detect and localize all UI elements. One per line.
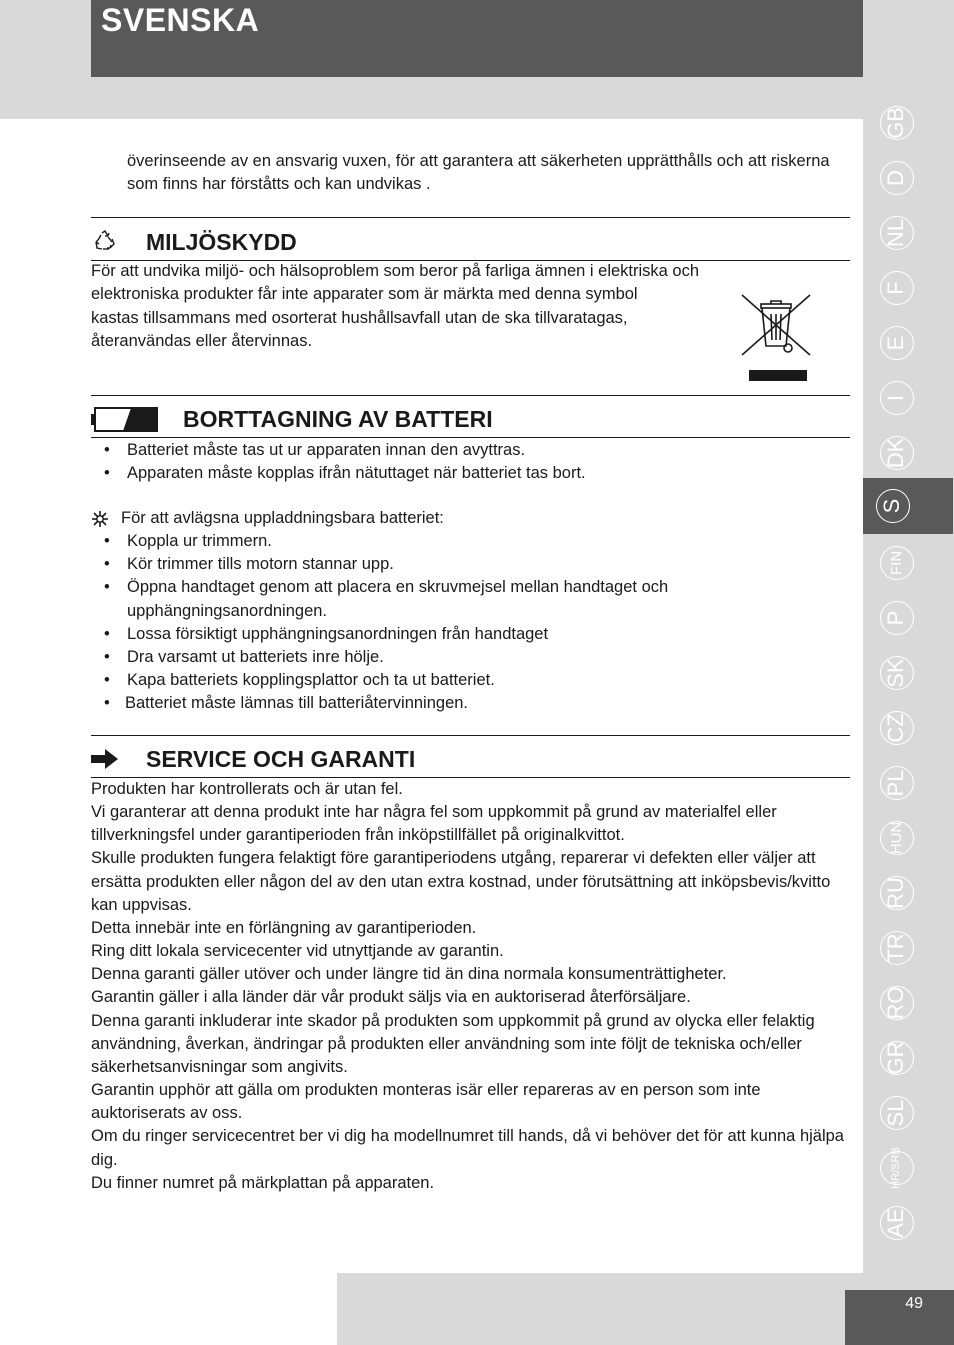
page-number-box bbox=[845, 1290, 954, 1345]
tab-lang-d[interactable]: D bbox=[871, 153, 921, 203]
battery-step-intro: För att avlägsna uppladdningsbara batteriet: bbox=[121, 509, 444, 527]
footer-left bbox=[0, 1273, 337, 1345]
list-item: • Batteriet måste tas ut ur apparaten innan den avyttras. bbox=[91, 439, 850, 462]
section-title-service: SERVICE OCH GARANTI bbox=[146, 746, 416, 772]
list-item: • Batteriet måste lämnas till batteriåtervinningen. bbox=[91, 692, 850, 715]
tab-lang-i[interactable]: I bbox=[871, 373, 921, 423]
tab-lang-pl[interactable]: PL bbox=[871, 758, 921, 808]
tab-lang-s-active[interactable]: S bbox=[863, 478, 953, 534]
tab-lang-nl[interactable]: NL bbox=[871, 208, 921, 258]
list-item: • Kapa batteriets kopplingsplattor och ta ut batteriet. bbox=[91, 669, 850, 692]
tab-lang-sk[interactable]: SK bbox=[871, 648, 921, 698]
paragraph: Ring ditt lokala servicecenter vid utnyttjande av garantin. bbox=[91, 942, 504, 961]
star-icon bbox=[92, 511, 108, 527]
arrow-right-icon bbox=[91, 749, 118, 769]
section-divider bbox=[91, 395, 850, 396]
paragraph: Vi garanterar att denna produkt inte har några fel som uppkommit på grund av materialfel eller tillverkningsfel under garantiperioden från inköpstillfället på originalkvittot. bbox=[91, 803, 777, 845]
language-tabs bbox=[866, 98, 954, 1248]
intro-text: överinseende av en ansvarig vuxen, för att garantera att säkerheten upprätthålls och att riskerna som finns har förståtts och kan undvikas . bbox=[127, 152, 830, 193]
section-divider bbox=[91, 735, 850, 736]
paragraph: Garantin gäller i alla länder där vår produkt säljs via en auktoriserad återförsäljare. bbox=[91, 988, 691, 1007]
tab-lang-ae[interactable]: AE bbox=[871, 1198, 921, 1248]
section-title-battery: BORTTAGNING AV BATTERI bbox=[183, 406, 493, 432]
battery-icon bbox=[91, 406, 159, 433]
paragraph: Om du ringer servicecentret ber vi dig ha modellnumret till hands, då vi behöver det för att kunna hjälpa dig. bbox=[91, 1127, 844, 1169]
paragraph: Produkten har kontrollerats och är utan fel. bbox=[91, 780, 403, 798]
section-underline bbox=[91, 437, 850, 438]
section-divider bbox=[91, 217, 850, 218]
list-item: • Lossa försiktigt upphängningsanordningen från handtaget bbox=[91, 623, 850, 646]
paragraph: Du finner numret på märkplattan på apparaten. bbox=[91, 1173, 435, 1192]
tab-lang-e[interactable]: E bbox=[871, 318, 921, 368]
tab-lang-hr-srb[interactable]: HR/SRB bbox=[871, 1143, 921, 1193]
tab-lang-sl[interactable]: SL bbox=[871, 1088, 921, 1138]
page-number: 49 bbox=[905, 1295, 923, 1312]
environment-text: För att undvika miljö- och hälsoproblem som beror på farliga ämnen i elektriska och elektroniska produkter får inte apparater som är märkta med denna symbol kastas tillsammans med osorterat hushållsavfall utan de ska tillvaratagas, återanvändas eller återvinnas. bbox=[91, 262, 700, 350]
list-item: • Dra varsamt ut batteriets inre hölje. bbox=[91, 646, 850, 669]
list-item: • Apparaten måste kopplas ifrån nätuttaget när batteriet tas bort. bbox=[91, 462, 850, 485]
list-item: • Öppna handtaget genom att placera en skruvmejsel mellan handtaget och upphängningsanordningen. bbox=[91, 576, 850, 622]
page-title: SVENSKA bbox=[101, 2, 260, 38]
paragraph: Garantin upphör att gälla om produkten monteras isär eller repareras av en person som inte auktoriserats av oss. bbox=[91, 1081, 761, 1123]
paragraph: Detta innebär inte en förlängning av garantiperioden. bbox=[91, 918, 477, 937]
paragraph: Denna garanti gäller utöver och under längre tid än dina normala konsumenträttigheter. bbox=[91, 965, 727, 984]
battery-bullets bbox=[91, 439, 850, 485]
tab-lang-p[interactable]: P bbox=[871, 593, 921, 643]
recycle-icon bbox=[93, 229, 117, 253]
paragraph: Skulle produkten fungera felaktigt före garantiperiodens utgång, reparerar vi defekten eller väljer att ersätta produkten eller någon del av den utan extra kostnad, under förutsättning att inköpsbevis/kvitto kan uppvisas. bbox=[91, 849, 831, 914]
battery-steps bbox=[91, 530, 850, 716]
tab-lang-cz[interactable]: CZ bbox=[871, 703, 921, 753]
section-title-environment: MILJÖSKYDD bbox=[146, 229, 297, 255]
tab-lang-f[interactable]: F bbox=[871, 263, 921, 313]
header-bar bbox=[91, 0, 863, 77]
tab-lang-ru[interactable]: RU bbox=[871, 868, 921, 918]
tab-lang-fin[interactable]: FIN bbox=[871, 538, 921, 588]
weee-crossed-bin-icon bbox=[739, 292, 813, 384]
tab-lang-gb[interactable]: GB bbox=[871, 98, 921, 148]
tab-lang-hun[interactable]: HUN bbox=[871, 813, 921, 863]
paragraph: Denna garanti inkluderar inte skador på produkten som uppkommit på grund av olycka eller felaktig användning, åverkan, ändringar på produkten eller användning som inte följt de tekniska och/eller säkerhetsanvisningar som angivits. bbox=[91, 1011, 815, 1076]
list-item: • Koppla ur trimmern. bbox=[91, 530, 850, 553]
service-text bbox=[91, 778, 853, 1195]
tab-lang-dk[interactable]: DK bbox=[871, 428, 921, 478]
tab-lang-tr[interactable]: TR bbox=[871, 923, 921, 973]
list-item: • Kör trimmer tills motorn stannar upp. bbox=[91, 553, 850, 576]
tab-lang-ro[interactable]: RO bbox=[871, 978, 921, 1028]
tab-lang-gr[interactable]: GR bbox=[871, 1033, 921, 1083]
